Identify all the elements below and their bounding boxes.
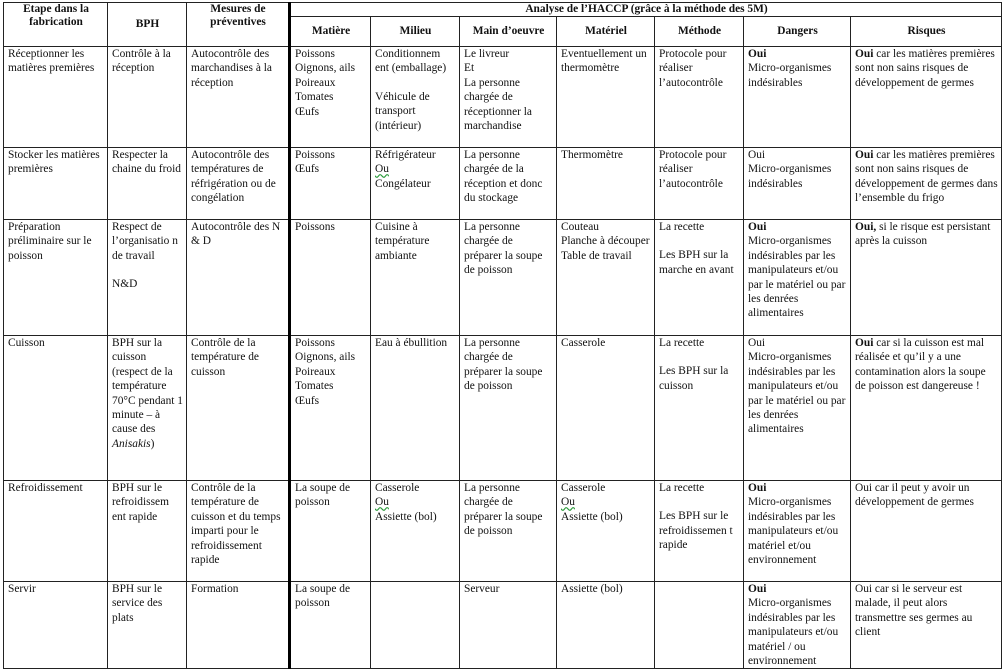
cell-methode: La recette Les BPH sur la cuisson (655, 336, 744, 481)
cell-methode: Protocole pour réaliser l’autocontrôle (655, 148, 744, 220)
cell-matiere: Poissons Oignons, ails Poireaux Tomates Œufs (290, 336, 371, 481)
cell-bph: Respect de l’organisatio n de travail N&D (108, 220, 187, 336)
cell-risques: Oui car si la cuisson est mal réalisée et qu’il y a une contamination alors la soupe de poisson est dangereuse ! (851, 336, 1002, 481)
cell-materiel: Couteau Planche à découper Table de travail (557, 220, 655, 336)
cell-bph: BPH sur le refroidissem ent rapide (108, 481, 187, 582)
cell-risques: Oui car si le serveur est malade, il peut alors transmettre ses germes au client (851, 582, 1002, 669)
cell-matiere: Poissons (290, 220, 371, 336)
cell-risques: Oui, si le risque est persistant après la cuisson (851, 220, 1002, 336)
header-risques: Risques (851, 17, 1002, 47)
cell-milieu: Conditionnem ent (emballage) Véhicule de transport (intérieur) (371, 47, 460, 148)
cell-matiere: La soupe de poisson (290, 481, 371, 582)
cell-milieu: Casserole Ou Assiette (bol) (371, 481, 460, 582)
cell-mesures: Autocontrôle des N & D (187, 220, 290, 336)
header-methode: Méthode (655, 17, 744, 47)
cell-bph: BPH sur le service des plats (108, 582, 187, 669)
cell-matiere: Poissons Oignons, ails Poireaux Tomates Œufs (290, 47, 371, 148)
cell-main-oeuvre: La personne chargée de préparer la soupe de poisson (460, 336, 557, 481)
cell-risques: Oui car les matières premières sont non sains risques de développement de germes (851, 47, 1002, 148)
cell-dangers: Oui Micro-organismes indésirables par les manipulateurs et/ou par le matériel ou par les denrées alimentaires (744, 336, 851, 481)
cell-risques: Oui car les matières premières sont non sains risques de développement de germes dans l’ensemble du frigo (851, 148, 1002, 220)
cell-milieu: Réfrigérateur Ou Congélateur (371, 148, 460, 220)
header-milieu: Milieu (371, 17, 460, 47)
cell-etape: Préparation préliminaire sur le poisson (4, 220, 108, 336)
cell-mesures: Autocontrôle des marchandises à la réception (187, 47, 290, 148)
cell-main-oeuvre: La personne chargée de préparer la soupe de poisson (460, 481, 557, 582)
cell-etape: Refroidissement (4, 481, 108, 582)
header-mesures: Mesures de préventives (187, 3, 290, 47)
cell-dangers: Oui Micro-organismes indésirables (744, 148, 851, 220)
cell-bph: Contrôle à la réception (108, 47, 187, 148)
cell-milieu: Cuisine à température ambiante (371, 220, 460, 336)
cell-bph: BPH sur la cuisson (respect de la température 70°C pendant 1 minute – à cause des Anisakis) (108, 336, 187, 481)
cell-mesures: Autocontrôle des températures de réfrigération ou de congélation (187, 148, 290, 220)
table-row (4, 220, 1002, 336)
header-bph: BPH (108, 3, 187, 47)
cell-methode: Protocole pour réaliser l’autocontrôle (655, 47, 744, 148)
cell-methode: La recette Les BPH sur le refroidissemen t rapide (655, 481, 744, 582)
cell-etape: Servir (4, 582, 108, 669)
cell-dangers: Oui Micro-organismes indésirables par les manipulateurs et/ou matériel / ou environnement (744, 582, 851, 669)
cell-dangers: Oui Micro-organismes indésirables (744, 47, 851, 148)
cell-milieu: Eau à ébullition (371, 336, 460, 481)
cell-dangers: Oui Micro-organismes indésirables par les manipulateurs et/ou par le matériel ou par les denrées alimentaires (744, 220, 851, 336)
cell-materiel: Casserole (557, 336, 655, 481)
header-etape: Etape dans la fabrication (4, 3, 108, 47)
cell-materiel: Eventuellement un thermomètre (557, 47, 655, 148)
cell-milieu (371, 582, 460, 669)
cell-methode (655, 582, 744, 669)
cell-dangers: Oui Micro-organismes indésirables par les manipulateurs et/ou matériel et/ou environnement (744, 481, 851, 582)
cell-etape: Cuisson (4, 336, 108, 481)
cell-risques: Oui car il peut y avoir un développement de germes (851, 481, 1002, 582)
table-row (4, 582, 1002, 669)
cell-main-oeuvre: Le livreur Et La personne chargée de réceptionner la marchandise (460, 47, 557, 148)
cell-main-oeuvre: La personne chargée de préparer la soupe de poisson (460, 220, 557, 336)
table-row (4, 47, 1002, 148)
cell-materiel: Casserole Ou Assiette (bol) (557, 481, 655, 582)
header-analyse-haccp: Analyse de l’HACCP (grâce à la méthode des 5M) (290, 3, 1002, 17)
cell-matiere: La soupe de poisson (290, 582, 371, 669)
cell-mesures: Contrôle de la température de cuisson et du temps imparti pour le refroidissement rapide (187, 481, 290, 582)
cell-main-oeuvre: La personne chargée de la réception et donc du stockage (460, 148, 557, 220)
cell-matiere: Poissons Œufs (290, 148, 371, 220)
table-row (4, 336, 1002, 481)
cell-etape: Stocker les matières premières (4, 148, 108, 220)
cell-mesures: Contrôle de la température de cuisson (187, 336, 290, 481)
header-matiere: Matière (290, 17, 371, 47)
header-main-oeuvre: Main d’oeuvre (460, 17, 557, 47)
header-dangers: Dangers (744, 17, 851, 47)
table-row (4, 148, 1002, 220)
cell-methode: La recette Les BPH sur la marche en avant (655, 220, 744, 336)
table-row (4, 481, 1002, 582)
haccp-table (3, 2, 1002, 669)
header-materiel: Matériel (557, 17, 655, 47)
cell-bph: Respecter la chaine du froid (108, 148, 187, 220)
cell-main-oeuvre: Serveur (460, 582, 557, 669)
cell-etape: Réceptionner les matières premières (4, 47, 108, 148)
cell-materiel: Thermomètre (557, 148, 655, 220)
cell-materiel: Assiette (bol) (557, 582, 655, 669)
cell-mesures: Formation (187, 582, 290, 669)
